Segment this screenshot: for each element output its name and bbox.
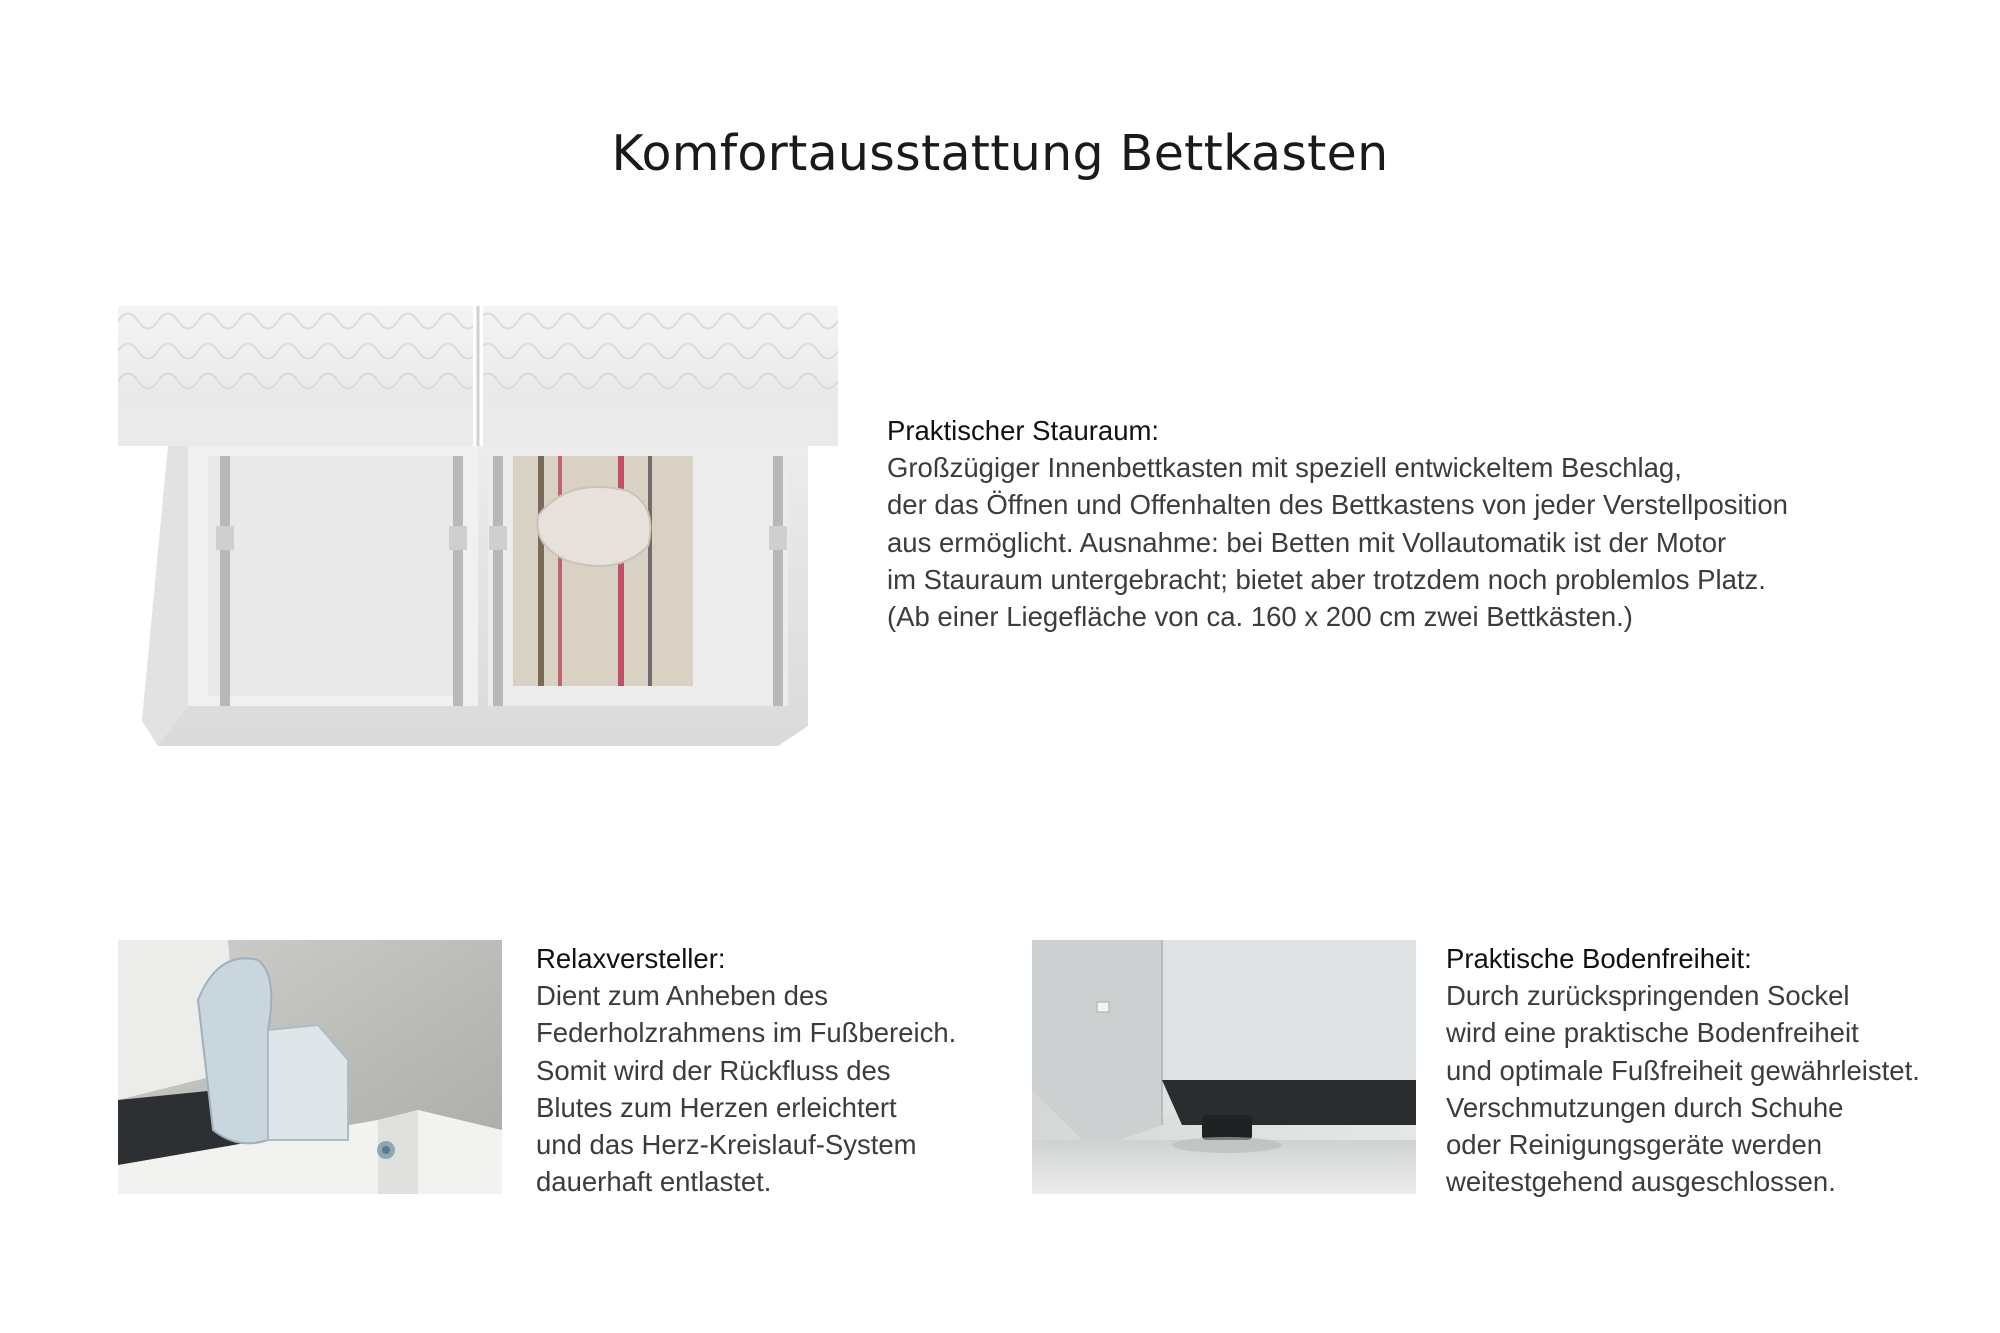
page-title: Komfortausstattung Bettkasten <box>611 124 1389 182</box>
floor-line: Verschmutzungen durch Schuhe <box>1446 1091 1844 1123</box>
relax-line: Federholzrahmens im Fußbereich. <box>536 1017 957 1049</box>
floor-clearance-photo <box>1032 940 1416 1194</box>
storage-line: im Stauraum untergebracht; bietet aber trotzdem noch problemlos Platz. <box>887 563 1766 595</box>
storage-heading: Praktischer Stauraum: <box>887 415 1160 446</box>
floor-line: und optimale Fußfreiheit gewährleistet. <box>1446 1054 1920 1086</box>
relax-line: und das Herz-Kreislauf-System <box>536 1129 917 1161</box>
floor-line: oder Reinigungsgeräte werden <box>1446 1129 1823 1161</box>
storage-description <box>887 412 1788 635</box>
relax-line: Dient zum Anheben des <box>536 980 828 1012</box>
relax-line: dauerhaft entlastet. <box>536 1166 772 1198</box>
relax-description <box>536 940 956 1200</box>
floor-description <box>1446 940 1920 1200</box>
bed-storage-photo <box>118 306 838 746</box>
floor-heading: Praktische Bodenfreiheit: <box>1446 943 1752 974</box>
storage-line: (Ab einer Liegefläche von ca. 160 x 200 cm zwei Bettkästen.) <box>887 601 1633 633</box>
floor-line: Durch zurückspringenden Sockel <box>1446 980 1850 1012</box>
relax-line: Blutes zum Herzen erleichtert <box>536 1091 897 1123</box>
relax-adjuster-photo <box>118 940 502 1194</box>
storage-line: Großzügiger Innenbettkasten mit speziell entwickeltem Beschlag, <box>887 452 1682 484</box>
storage-line: aus ermöglicht. Ausnahme: bei Betten mit Vollautomatik ist der Motor <box>887 526 1727 558</box>
relax-heading: Relaxversteller: <box>536 943 726 974</box>
floor-line: wird eine praktische Bodenfreiheit <box>1446 1017 1859 1049</box>
floor-line: weitestgehend ausgeschlossen. <box>1446 1166 1836 1198</box>
relax-line: Somit wird der Rückfluss des <box>536 1054 891 1086</box>
storage-line: der das Öffnen und Offenhalten des Bettkastens von jeder Verstellposition <box>887 489 1788 521</box>
